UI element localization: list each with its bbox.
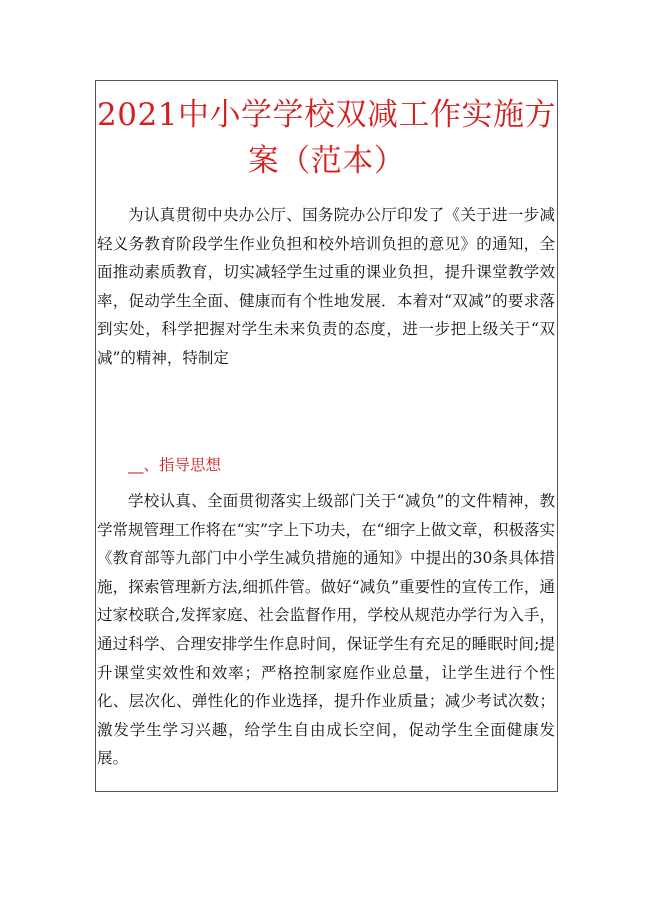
title-line-2: 案（范本） bbox=[247, 143, 406, 179]
intro-paragraph: 为认真贯彻中央办公厅、国务院办公厅印发了《关于进一步减轻义务教育阶段学生作业负担和校外培训负担的意见》的通知，全面推动素质教育，切实减轻学生过重的课业负担，提升课堂教学效率，促动学生全面、健康而有个性地发展．本着对“双减”的要求落到实处，科学把握对学生未来负责的态度，进一步把上级关于“双减”的精神，特制定 bbox=[97, 206, 555, 367]
section-heading-guiding-ideology: __、指导思想 bbox=[128, 456, 222, 474]
page-title bbox=[95, 92, 558, 184]
title-line-1: 2021中小学学校双减工作实施方 bbox=[97, 97, 556, 133]
section-paragraph-guiding-ideology: 学校认真、全面贯彻落实上级部门关于“减负”的文件精神，教学常规管理工作将在“实”字上下功夫，在“细字上做文章，积极落实《教育部等九部门中小学生减负措施的通知》中提出的30条具体措施，探索管理新方法,细抓件管。做好“减负”重要性的宣传工作，通过家校联合,发挥家庭、社会监督作用，学校从规范办学行为入手，通过科学、合理安排学生作息时间，保证学生有充足的睡眠时间;提升课堂实效性和效率；严格控制家庭作业总量，让学生进行个性化、层次化、弹性化的作业选择，提升作业质量；减少考试次数；激发学生学习兴趣，给学生自由成长空间，促动学生全面健康发展。 bbox=[97, 492, 555, 768]
